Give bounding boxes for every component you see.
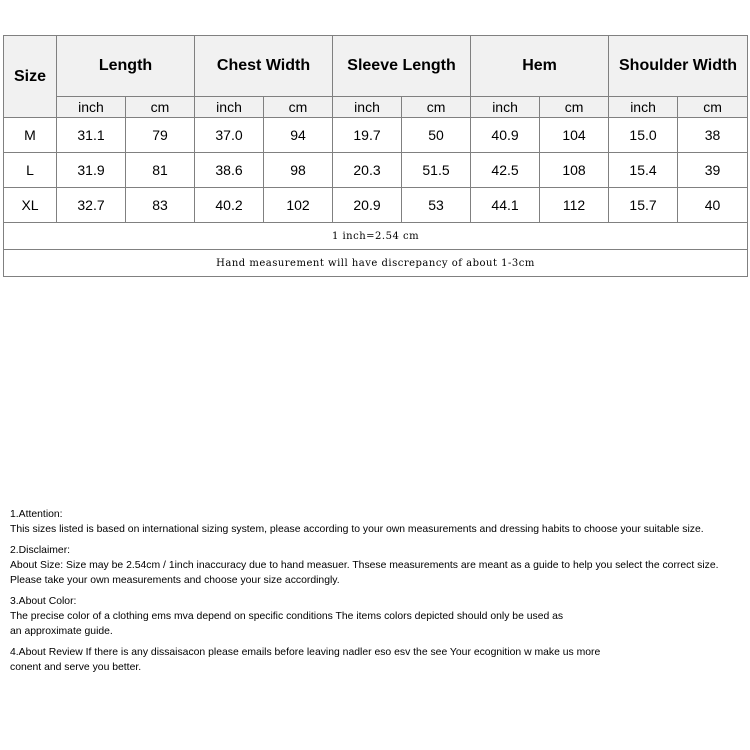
unit-cell: cm [126, 97, 195, 118]
table-cell: 38.6 [195, 153, 264, 188]
conversion-note: 1 inch=2.54 cm [4, 223, 748, 250]
header-size: Size [4, 36, 57, 118]
table-cell: 44.1 [471, 188, 540, 223]
note-text: conent and serve you better. [10, 662, 142, 673]
unit-cell: inch [471, 97, 540, 118]
table-cell: 53 [402, 188, 471, 223]
table-cell: 40 [678, 188, 748, 223]
table-cell: 79 [126, 118, 195, 153]
table-cell: 31.1 [57, 118, 126, 153]
unit-cell: inch [57, 97, 126, 118]
header-length: Length [57, 36, 195, 97]
table-cell: 15.0 [609, 118, 678, 153]
table-cell: 108 [540, 153, 609, 188]
table-row [4, 118, 748, 153]
table-cell: 40.2 [195, 188, 264, 223]
note-title: 2.Disclaimer: [10, 545, 71, 556]
table-cell: 42.5 [471, 153, 540, 188]
unit-cell: inch [609, 97, 678, 118]
unit-cell: inch [195, 97, 264, 118]
measurement-note-row [4, 250, 748, 277]
table-cell: 81 [126, 153, 195, 188]
header-shoulder-width: Shoulder Width [609, 36, 748, 97]
table-cell: 51.5 [402, 153, 471, 188]
table-row [4, 188, 748, 223]
size-notes [10, 507, 750, 681]
note-color [10, 594, 750, 639]
table-cell: 102 [264, 188, 333, 223]
header-sleeve-length: Sleeve Length [333, 36, 471, 97]
table-cell: 19.7 [333, 118, 402, 153]
table-cell: 32.7 [57, 188, 126, 223]
note-text: This sizes listed is based on international sizing system, please according to your own measurements and dressing habits to choose your suitable size. [10, 524, 704, 535]
table-cell: 104 [540, 118, 609, 153]
size-chart-table [3, 35, 748, 277]
unit-cell: cm [264, 97, 333, 118]
table-cell: 38 [678, 118, 748, 153]
conversion-note-row [4, 223, 748, 250]
table-cell: 98 [264, 153, 333, 188]
table-cell: 40.9 [471, 118, 540, 153]
note-text: Please take your own measurements and choose your size accordingly. [10, 575, 340, 586]
note-text: The precise color of a clothing ems mva depend on specific conditions The items colors depicted should only be used as [10, 611, 564, 622]
size-cell: L [4, 153, 57, 188]
table-cell: 50 [402, 118, 471, 153]
header-chest-width: Chest Width [195, 36, 333, 97]
note-text: 4.About Review If there is any dissaisacon please emails before leaving nadler eso esv the see Your ecognition w make us more [10, 647, 601, 658]
unit-cell: cm [402, 97, 471, 118]
table-cell: 15.4 [609, 153, 678, 188]
note-title: 1.Attention: [10, 509, 63, 520]
note-disclaimer [10, 543, 750, 588]
unit-cell: cm [678, 97, 748, 118]
table-cell: 39 [678, 153, 748, 188]
table-cell: 37.0 [195, 118, 264, 153]
table-cell: 94 [264, 118, 333, 153]
unit-cell: cm [540, 97, 609, 118]
size-cell: XL [4, 188, 57, 223]
measurement-note: Hand measurement will have discrepancy of about 1-3cm [4, 250, 748, 277]
table-cell: 83 [126, 188, 195, 223]
unit-row [4, 97, 748, 118]
note-text: an approximate guide. [10, 626, 113, 637]
table-cell: 15.7 [609, 188, 678, 223]
note-review [10, 645, 750, 675]
note-attention [10, 507, 750, 537]
header-hem: Hem [471, 36, 609, 97]
size-cell: M [4, 118, 57, 153]
note-title: 3.About Color: [10, 596, 77, 607]
table-cell: 31.9 [57, 153, 126, 188]
note-text: About Size: Size may be 2.54cm / 1inch inaccuracy due to hand measuer. Thsese measurements are meant as a guide to help you select the correct size. [10, 560, 719, 571]
table-cell: 20.9 [333, 188, 402, 223]
header-row [4, 36, 748, 97]
table-cell: 20.3 [333, 153, 402, 188]
table-row [4, 153, 748, 188]
unit-cell: inch [333, 97, 402, 118]
table-cell: 112 [540, 188, 609, 223]
